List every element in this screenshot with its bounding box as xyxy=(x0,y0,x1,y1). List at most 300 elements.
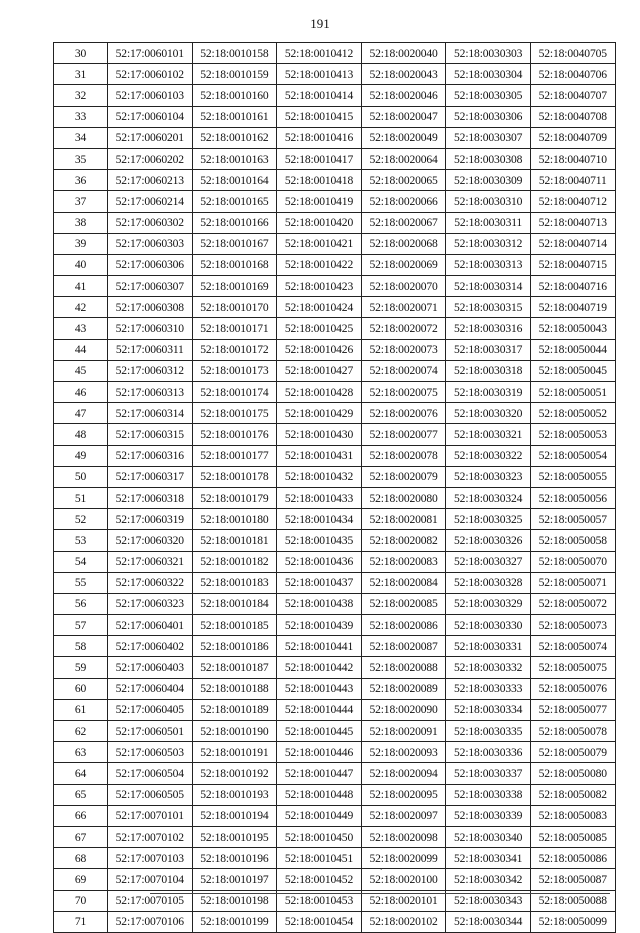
cadastral-number-cell: 52:17:0060104 xyxy=(108,106,193,127)
cadastral-number-cell: 52:17:0060312 xyxy=(108,360,193,381)
table-row xyxy=(54,721,616,742)
table-row xyxy=(54,699,616,720)
cadastral-number-cell: 52:18:0010451 xyxy=(277,848,362,869)
row-number-cell: 39 xyxy=(54,233,108,254)
cadastral-number-cell: 52:18:0040714 xyxy=(530,233,615,254)
cadastral-number-cell: 52:17:0060311 xyxy=(108,339,193,360)
cadastral-number-cell: 52:18:0010454 xyxy=(277,911,362,932)
cadastral-number-cell: 52:18:0050045 xyxy=(530,360,615,381)
row-number-cell: 59 xyxy=(54,657,108,678)
cadastral-number-cell: 52:18:0050072 xyxy=(530,593,615,614)
cadastral-number-cell: 52:18:0010168 xyxy=(192,254,277,275)
cadastral-number-cell: 52:18:0010415 xyxy=(277,106,362,127)
cadastral-number-cell: 52:18:0030309 xyxy=(446,170,531,191)
cadastral-number-cell: 52:18:0050085 xyxy=(530,826,615,847)
row-number-cell: 38 xyxy=(54,212,108,233)
cadastral-number-cell: 52:18:0040716 xyxy=(530,276,615,297)
cadastral-number-cell: 52:18:0050086 xyxy=(530,848,615,869)
cadastral-number-cell: 52:18:0020066 xyxy=(361,191,446,212)
cadastral-number-cell: 52:18:0020073 xyxy=(361,339,446,360)
cadastral-number-cell: 52:18:0010172 xyxy=(192,339,277,360)
cadastral-number-cell: 52:18:0030332 xyxy=(446,657,531,678)
row-number-cell: 41 xyxy=(54,276,108,297)
cadastral-number-cell: 52:18:0010192 xyxy=(192,763,277,784)
cadastral-number-cell: 52:17:0070104 xyxy=(108,869,193,890)
cadastral-number-cell: 52:18:0050082 xyxy=(530,784,615,805)
cadastral-number-cell: 52:18:0010435 xyxy=(277,530,362,551)
cadastral-number-cell: 52:18:0010417 xyxy=(277,148,362,169)
cadastral-number-cell: 52:18:0020099 xyxy=(361,848,446,869)
cadastral-number-cell: 52:18:0010174 xyxy=(192,382,277,403)
cadastral-number-cell: 52:18:0040709 xyxy=(530,127,615,148)
cadastral-number-cell: 52:18:0030339 xyxy=(446,805,531,826)
cadastral-number-cell: 52:18:0010414 xyxy=(277,85,362,106)
row-number-cell: 57 xyxy=(54,615,108,636)
cadastral-number-cell: 52:18:0030328 xyxy=(446,572,531,593)
row-number-cell: 46 xyxy=(54,382,108,403)
table-row xyxy=(54,85,616,106)
cadastral-number-cell: 52:18:0030304 xyxy=(446,64,531,85)
cadastral-number-cell: 52:17:0070102 xyxy=(108,826,193,847)
cadastral-number-cell: 52:18:0010194 xyxy=(192,805,277,826)
cadastral-number-cell: 52:18:0030340 xyxy=(446,826,531,847)
cadastral-number-cell: 52:18:0050044 xyxy=(530,339,615,360)
cadastral-number-cell: 52:18:0010198 xyxy=(192,890,277,911)
row-number-cell: 54 xyxy=(54,551,108,572)
cadastral-number-cell: 52:18:0040706 xyxy=(530,64,615,85)
row-number-cell: 58 xyxy=(54,636,108,657)
cadastral-number-cell: 52:18:0010193 xyxy=(192,784,277,805)
cadastral-number-cell: 52:18:0030329 xyxy=(446,593,531,614)
cadastral-number-cell: 52:17:0060307 xyxy=(108,276,193,297)
table-row xyxy=(54,106,616,127)
table-row xyxy=(54,742,616,763)
cadastral-number-cell: 52:18:0020098 xyxy=(361,826,446,847)
table-row xyxy=(54,360,616,381)
row-number-cell: 42 xyxy=(54,297,108,318)
cadastral-number-cell: 52:17:0060302 xyxy=(108,212,193,233)
cadastral-number-cell: 52:18:0010449 xyxy=(277,805,362,826)
cadastral-number-cell: 52:17:0060214 xyxy=(108,191,193,212)
cadastral-number-cell: 52:18:0010173 xyxy=(192,360,277,381)
row-number-cell: 63 xyxy=(54,742,108,763)
table-row xyxy=(54,43,616,64)
cadastral-number-cell: 52:18:0020040 xyxy=(361,43,446,64)
cadastral-number-cell: 52:18:0040711 xyxy=(530,170,615,191)
cadastral-number-cell: 52:18:0020101 xyxy=(361,890,446,911)
cadastral-number-cell: 52:18:0010181 xyxy=(192,530,277,551)
cadastral-number-cell: 52:18:0030306 xyxy=(446,106,531,127)
cadastral-number-cell: 52:18:0010442 xyxy=(277,657,362,678)
cadastral-number-cell: 52:17:0060308 xyxy=(108,297,193,318)
cadastral-number-cell: 52:17:0060322 xyxy=(108,572,193,593)
row-number-cell: 51 xyxy=(54,487,108,508)
cadastral-number-cell: 52:17:0060501 xyxy=(108,721,193,742)
cadastral-number-cell: 52:18:0010196 xyxy=(192,848,277,869)
cadastral-number-cell: 52:18:0030327 xyxy=(446,551,531,572)
row-number-cell: 32 xyxy=(54,85,108,106)
cadastral-number-cell: 52:18:0010162 xyxy=(192,127,277,148)
cadastral-number-cell: 52:18:0010163 xyxy=(192,148,277,169)
table-row xyxy=(54,848,616,869)
table-row xyxy=(54,466,616,487)
cadastral-number-cell: 52:18:0010450 xyxy=(277,826,362,847)
cadastral-number-cell: 52:17:0060401 xyxy=(108,615,193,636)
row-number-cell: 60 xyxy=(54,678,108,699)
cadastral-number-cell: 52:18:0010182 xyxy=(192,551,277,572)
row-number-cell: 66 xyxy=(54,805,108,826)
table-row xyxy=(54,805,616,826)
cadastral-number-cell: 52:18:0050077 xyxy=(530,699,615,720)
cadastral-number-cell: 52:18:0010166 xyxy=(192,212,277,233)
cadastral-number-cell: 52:17:0060202 xyxy=(108,148,193,169)
cadastral-number-cell: 52:17:0060505 xyxy=(108,784,193,805)
cadastral-number-cell: 52:18:0020046 xyxy=(361,85,446,106)
cadastral-number-cell: 52:18:0010412 xyxy=(277,43,362,64)
row-number-cell: 65 xyxy=(54,784,108,805)
cadastral-number-cell: 52:18:0010178 xyxy=(192,466,277,487)
cadastral-number-cell: 52:18:0010426 xyxy=(277,339,362,360)
table-row xyxy=(54,318,616,339)
row-number-cell: 50 xyxy=(54,466,108,487)
cadastral-number-cell: 52:18:0010446 xyxy=(277,742,362,763)
cadastral-number-cell: 52:18:0010161 xyxy=(192,106,277,127)
cadastral-number-cell: 52:18:0040705 xyxy=(530,43,615,64)
cadastral-numbers-table xyxy=(53,42,616,933)
cadastral-number-cell: 52:18:0030315 xyxy=(446,297,531,318)
row-number-cell: 43 xyxy=(54,318,108,339)
cadastral-number-cell: 52:18:0010188 xyxy=(192,678,277,699)
cadastral-number-cell: 52:18:0050052 xyxy=(530,403,615,424)
cadastral-number-cell: 52:18:0030341 xyxy=(446,848,531,869)
cadastral-number-cell: 52:18:0050083 xyxy=(530,805,615,826)
cadastral-number-cell: 52:18:0050058 xyxy=(530,530,615,551)
row-number-cell: 36 xyxy=(54,170,108,191)
cadastral-number-cell: 52:18:0030333 xyxy=(446,678,531,699)
cadastral-number-cell: 52:17:0060213 xyxy=(108,170,193,191)
cadastral-number-cell: 52:17:0060103 xyxy=(108,85,193,106)
row-number-cell: 48 xyxy=(54,424,108,445)
cadastral-number-cell: 52:18:0030303 xyxy=(446,43,531,64)
cadastral-number-cell: 52:17:0070103 xyxy=(108,848,193,869)
cadastral-number-cell: 52:18:0010189 xyxy=(192,699,277,720)
cadastral-number-cell: 52:18:0050073 xyxy=(530,615,615,636)
table-row xyxy=(54,593,616,614)
cadastral-number-cell: 52:18:0030319 xyxy=(446,382,531,403)
cadastral-number-cell: 52:18:0010184 xyxy=(192,593,277,614)
cadastral-number-cell: 52:18:0050054 xyxy=(530,445,615,466)
cadastral-number-cell: 52:18:0010441 xyxy=(277,636,362,657)
cadastral-number-cell: 52:17:0060402 xyxy=(108,636,193,657)
scan-mark: . xyxy=(380,862,383,873)
cadastral-number-cell: 52:18:0020089 xyxy=(361,678,446,699)
cadastral-number-cell: 52:18:0020068 xyxy=(361,233,446,254)
table-row xyxy=(54,382,616,403)
cadastral-number-cell: 52:17:0060318 xyxy=(108,487,193,508)
cadastral-number-cell: 52:17:0060317 xyxy=(108,466,193,487)
cadastral-number-cell: 52:18:0010158 xyxy=(192,43,277,64)
cadastral-number-cell: 52:18:0050080 xyxy=(530,763,615,784)
cadastral-number-cell: 52:18:0030344 xyxy=(446,911,531,932)
table-row xyxy=(54,254,616,275)
table-row xyxy=(54,572,616,593)
cadastral-number-cell: 52:18:0020088 xyxy=(361,657,446,678)
cadastral-number-cell: 52:18:0020086 xyxy=(361,615,446,636)
cadastral-number-cell: 52:18:0050078 xyxy=(530,721,615,742)
cadastral-number-cell: 52:18:0030338 xyxy=(446,784,531,805)
row-number-cell: 34 xyxy=(54,127,108,148)
cadastral-number-cell: 52:17:0060404 xyxy=(108,678,193,699)
cadastral-number-cell: 52:17:0070105 xyxy=(108,890,193,911)
cadastral-number-cell: 52:18:0050087 xyxy=(530,869,615,890)
cadastral-number-cell: 52:17:0060306 xyxy=(108,254,193,275)
table-row xyxy=(54,212,616,233)
cadastral-number-cell: 52:17:0070106 xyxy=(108,911,193,932)
cadastral-number-cell: 52:18:0020072 xyxy=(361,318,446,339)
cadastral-number-cell: 52:18:0030324 xyxy=(446,487,531,508)
cadastral-number-cell: 52:18:0020100 xyxy=(361,869,446,890)
cadastral-number-cell: 52:18:0030312 xyxy=(446,233,531,254)
cadastral-number-cell: 52:18:0040707 xyxy=(530,85,615,106)
cadastral-number-cell: 52:18:0010171 xyxy=(192,318,277,339)
cadastral-number-cell: 52:18:0020090 xyxy=(361,699,446,720)
cadastral-number-cell: 52:18:0040712 xyxy=(530,191,615,212)
table-row xyxy=(54,170,616,191)
cadastral-number-cell: 52:18:0030310 xyxy=(446,191,531,212)
cadastral-number-cell: 52:17:0060102 xyxy=(108,64,193,85)
page-number: 191 xyxy=(310,16,330,31)
cadastral-number-cell: 52:18:0010437 xyxy=(277,572,362,593)
table-row xyxy=(54,551,616,572)
cadastral-number-cell: 52:18:0010187 xyxy=(192,657,277,678)
cadastral-number-cell: 52:18:0030322 xyxy=(446,445,531,466)
cadastral-number-cell: 52:17:0060503 xyxy=(108,742,193,763)
table-row xyxy=(54,191,616,212)
row-number-cell: 49 xyxy=(54,445,108,466)
cadastral-number-cell: 52:18:0010422 xyxy=(277,254,362,275)
cadastral-number-cell: 52:18:0010179 xyxy=(192,487,277,508)
cadastral-number-cell: 52:18:0020077 xyxy=(361,424,446,445)
cadastral-number-cell: 52:18:0020076 xyxy=(361,403,446,424)
table-row xyxy=(54,233,616,254)
cadastral-number-cell: 52:18:0040719 xyxy=(530,297,615,318)
cadastral-number-cell: 52:18:0050057 xyxy=(530,509,615,530)
cadastral-number-cell: 52:18:0010434 xyxy=(277,509,362,530)
cadastral-number-cell: 52:18:0030331 xyxy=(446,636,531,657)
cadastral-number-cell: 52:18:0020047 xyxy=(361,106,446,127)
cadastral-number-cell: 52:18:0040710 xyxy=(530,148,615,169)
cadastral-number-cell: 52:18:0010180 xyxy=(192,509,277,530)
table-row xyxy=(54,911,616,932)
cadastral-number-cell: 52:18:0030308 xyxy=(446,148,531,169)
cadastral-number-cell: 52:18:0030316 xyxy=(446,318,531,339)
row-number-cell: 64 xyxy=(54,763,108,784)
cadastral-number-cell: 52:18:0010175 xyxy=(192,403,277,424)
row-number-cell: 56 xyxy=(54,593,108,614)
cadastral-number-cell: 52:17:0060323 xyxy=(108,593,193,614)
cadastral-number-cell: 52:18:0010177 xyxy=(192,445,277,466)
cadastral-number-cell: 52:18:0010433 xyxy=(277,487,362,508)
cadastral-number-cell: 52:18:0010443 xyxy=(277,678,362,699)
cadastral-number-cell: 52:17:0070101 xyxy=(108,805,193,826)
row-number-cell: 62 xyxy=(54,721,108,742)
table-row xyxy=(54,615,616,636)
cadastral-number-cell: 52:18:0050075 xyxy=(530,657,615,678)
cadastral-number-cell: 52:18:0030311 xyxy=(446,212,531,233)
cadastral-number-cell: 52:18:0010444 xyxy=(277,699,362,720)
cadastral-number-cell: 52:18:0030325 xyxy=(446,509,531,530)
cadastral-number-cell: 52:18:0010445 xyxy=(277,721,362,742)
cadastral-number-cell: 52:18:0030314 xyxy=(446,276,531,297)
cadastral-number-cell: 52:17:0060303 xyxy=(108,233,193,254)
table-row xyxy=(54,339,616,360)
cadastral-number-cell: 52:17:0060405 xyxy=(108,699,193,720)
cadastral-number-cell: 52:18:0020081 xyxy=(361,509,446,530)
cadastral-number-cell: 52:18:0010438 xyxy=(277,593,362,614)
cadastral-number-cell: 52:18:0050055 xyxy=(530,466,615,487)
cadastral-number-cell: 52:18:0010429 xyxy=(277,403,362,424)
cadastral-number-cell: 52:17:0060319 xyxy=(108,509,193,530)
row-number-cell: 69 xyxy=(54,869,108,890)
table-row xyxy=(54,403,616,424)
cadastral-number-cell: 52:18:0030313 xyxy=(446,254,531,275)
cadastral-number-cell: 52:18:0010423 xyxy=(277,276,362,297)
table-row xyxy=(54,424,616,445)
cadastral-number-cell: 52:17:0060321 xyxy=(108,551,193,572)
cadastral-number-cell: 52:18:0020043 xyxy=(361,64,446,85)
cadastral-number-cell: 52:18:0010165 xyxy=(192,191,277,212)
row-number-cell: 30 xyxy=(54,43,108,64)
cadastral-number-cell: 52:18:0010428 xyxy=(277,382,362,403)
cadastral-number-cell: 52:18:0010448 xyxy=(277,784,362,805)
cadastral-number-cell: 52:18:0020080 xyxy=(361,487,446,508)
cadastral-number-cell: 52:17:0060313 xyxy=(108,382,193,403)
cadastral-number-cell: 52:18:0010453 xyxy=(277,890,362,911)
cadastral-number-cell: 52:18:0030321 xyxy=(446,424,531,445)
cadastral-number-cell: 52:17:0060316 xyxy=(108,445,193,466)
cadastral-number-cell: 52:18:0040715 xyxy=(530,254,615,275)
cadastral-number-cell: 52:18:0010195 xyxy=(192,826,277,847)
cadastral-number-cell: 52:18:0050056 xyxy=(530,487,615,508)
cadastral-number-cell: 52:18:0050053 xyxy=(530,424,615,445)
cadastral-number-cell: 52:18:0030317 xyxy=(446,339,531,360)
row-number-cell: 47 xyxy=(54,403,108,424)
cadastral-number-cell: 52:18:0010419 xyxy=(277,191,362,212)
cadastral-number-cell: 52:18:0010160 xyxy=(192,85,277,106)
table-row xyxy=(54,678,616,699)
cadastral-number-cell: 52:18:0030335 xyxy=(446,721,531,742)
cadastral-number-cell: 52:18:0010431 xyxy=(277,445,362,466)
row-number-cell: 61 xyxy=(54,699,108,720)
cadastral-number-cell: 52:18:0020075 xyxy=(361,382,446,403)
cadastral-number-cell: 52:18:0010176 xyxy=(192,424,277,445)
cadastral-number-cell: 52:18:0010159 xyxy=(192,64,277,85)
cadastral-number-cell: 52:18:0050076 xyxy=(530,678,615,699)
cadastral-number-cell: 52:17:0060201 xyxy=(108,127,193,148)
table-row xyxy=(54,487,616,508)
cadastral-number-cell: 52:18:0030337 xyxy=(446,763,531,784)
row-number-cell: 67 xyxy=(54,826,108,847)
cadastral-number-cell: 52:18:0050088 xyxy=(530,890,615,911)
row-number-cell: 55 xyxy=(54,572,108,593)
cadastral-number-cell: 52:18:0020079 xyxy=(361,466,446,487)
row-number-cell: 53 xyxy=(54,530,108,551)
cadastral-number-cell: 52:18:0010430 xyxy=(277,424,362,445)
cadastral-number-cell: 52:18:0020102 xyxy=(361,911,446,932)
cadastral-number-cell: 52:17:0060403 xyxy=(108,657,193,678)
cadastral-number-cell: 52:18:0050099 xyxy=(530,911,615,932)
row-number-cell: 35 xyxy=(54,148,108,169)
cadastral-number-cell: 52:17:0060504 xyxy=(108,763,193,784)
cadastral-number-cell: 52:18:0010185 xyxy=(192,615,277,636)
cadastral-number-cell: 52:18:0010191 xyxy=(192,742,277,763)
cadastral-number-cell: 52:18:0040708 xyxy=(530,106,615,127)
cadastral-number-cell: 52:18:0010427 xyxy=(277,360,362,381)
cadastral-number-cell: 52:18:0010169 xyxy=(192,276,277,297)
cadastral-number-cell: 52:18:0010421 xyxy=(277,233,362,254)
cadastral-number-cell: 52:18:0010439 xyxy=(277,615,362,636)
table-row xyxy=(54,148,616,169)
cadastral-number-cell: 52:18:0020087 xyxy=(361,636,446,657)
cadastral-number-cell: 52:18:0010167 xyxy=(192,233,277,254)
cadastral-number-cell: 52:18:0010183 xyxy=(192,572,277,593)
cadastral-number-cell: 52:18:0010199 xyxy=(192,911,277,932)
cadastral-number-cell: 52:18:0010436 xyxy=(277,551,362,572)
cadastral-number-cell: 52:18:0010190 xyxy=(192,721,277,742)
cadastral-number-cell: 52:18:0030318 xyxy=(446,360,531,381)
row-number-cell: 33 xyxy=(54,106,108,127)
cadastral-number-cell: 52:18:0050071 xyxy=(530,572,615,593)
cadastral-number-cell: 52:18:0020065 xyxy=(361,170,446,191)
cadastral-number-cell: 52:18:0020067 xyxy=(361,212,446,233)
table-row xyxy=(54,636,616,657)
cadastral-number-cell: 52:18:0020049 xyxy=(361,127,446,148)
cadastral-number-cell: 52:18:0010432 xyxy=(277,466,362,487)
cadastral-number-cell: 52:18:0020083 xyxy=(361,551,446,572)
row-number-cell: 44 xyxy=(54,339,108,360)
cadastral-number-cell: 52:18:0030323 xyxy=(446,466,531,487)
row-number-cell: 45 xyxy=(54,360,108,381)
footer-rule xyxy=(150,893,610,894)
row-number-cell: 52 xyxy=(54,509,108,530)
cadastral-number-cell: 52:18:0050051 xyxy=(530,382,615,403)
cadastral-number-cell: 52:18:0020082 xyxy=(361,530,446,551)
cadastral-number-cell: 52:18:0030320 xyxy=(446,403,531,424)
table-row xyxy=(54,530,616,551)
table-row xyxy=(54,869,616,890)
row-number-cell: 37 xyxy=(54,191,108,212)
cadastral-number-cell: 52:18:0050074 xyxy=(530,636,615,657)
row-number-cell: 68 xyxy=(54,848,108,869)
cadastral-number-cell: 52:18:0020093 xyxy=(361,742,446,763)
table-row xyxy=(54,297,616,318)
cadastral-number-cell: 52:17:0060314 xyxy=(108,403,193,424)
row-number-cell: 71 xyxy=(54,911,108,932)
cadastral-number-cell: 52:18:0030334 xyxy=(446,699,531,720)
cadastral-number-cell: 52:18:0020069 xyxy=(361,254,446,275)
cadastral-number-cell: 52:18:0030307 xyxy=(446,127,531,148)
table-row xyxy=(54,445,616,466)
table-row xyxy=(54,276,616,297)
cadastral-number-cell: 52:18:0050079 xyxy=(530,742,615,763)
cadastral-number-cell: 52:18:0010425 xyxy=(277,318,362,339)
table-row xyxy=(54,657,616,678)
cadastral-number-cell: 52:18:0020095 xyxy=(361,784,446,805)
cadastral-number-cell: 52:18:0020085 xyxy=(361,593,446,614)
cadastral-number-cell: 52:18:0010420 xyxy=(277,212,362,233)
cadastral-number-cell: 52:18:0010164 xyxy=(192,170,277,191)
row-number-cell: 70 xyxy=(54,890,108,911)
